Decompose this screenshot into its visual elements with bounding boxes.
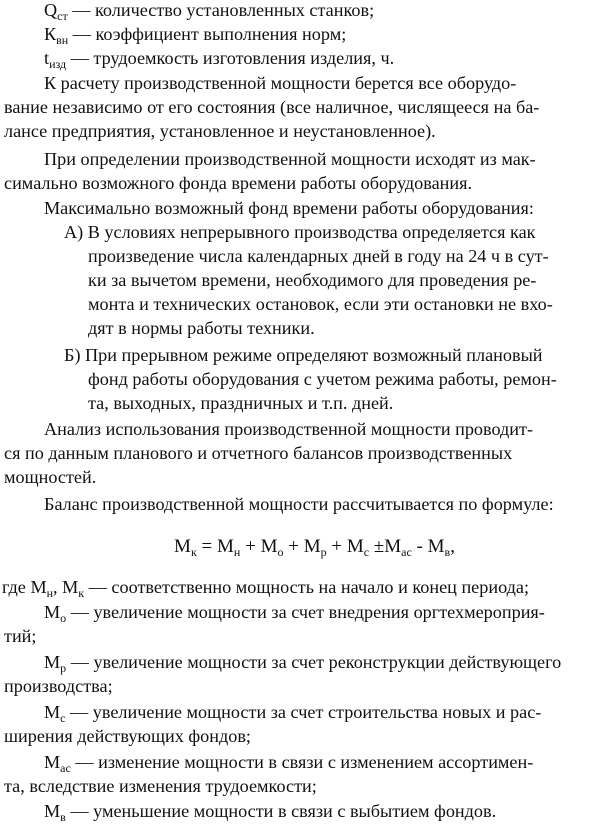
- item-b-line: та, выходных, праздничных и т.п. дней.: [88, 393, 394, 413]
- variable-mo-line: тий;: [4, 626, 37, 646]
- item-a-line: монта и технических остановок, если эти остановки не вхо-: [88, 294, 553, 314]
- para-balance: Баланс производственной мощности рассчитывается по формуле:: [44, 494, 554, 514]
- para-equipment-line: К расчету производственной мощности берется все оборудо-: [44, 73, 517, 93]
- variable-mo-line: $М_о$ — увеличение мощности за счет внедрения оргтехмероприя-: [44, 602, 545, 625]
- para-max-fund-line: При определении производственной мощности исходят из мак-: [44, 149, 536, 169]
- para-max-fund-definition: Максимально возможный фонд времени работы оборудования:: [44, 198, 534, 218]
- para-equipment-line: вание независимо от его состояния (все наличное, числящееся на ба-: [4, 97, 540, 117]
- variable-t-line: $t_{изд}$ — трудоемкость изготовления изделия, ч.: [44, 48, 395, 71]
- para-analysis-line: ся по данным планового и отчетного балансов производственных: [4, 443, 513, 463]
- variable-q-line: $Q_{ст}$ — количество установленных станков;: [44, 0, 375, 23]
- item-a-line: А) В условиях непрерывного производства определяется как: [64, 222, 536, 242]
- where-line: где $М_н$, $М_к$ — соответственно мощность на начало и конец периода;: [2, 577, 530, 600]
- variable-mr-line: $М_р$ — увеличение мощности за счет реконструкции действующего: [44, 652, 562, 675]
- variable-mv-line: $М_в$ — уменьшение мощности в связи с выбытием фондов.: [44, 801, 497, 824]
- variable-mr-line: производства;: [4, 676, 113, 696]
- variable-mc-line: $М_с$ — увеличение мощности за счет строительства новых и рас-: [44, 702, 542, 725]
- variable-mac-line: $М_{ас}$ — изменение мощности в связи с изменением ассортимен-: [44, 752, 534, 775]
- variable-mc-line: ширения действующих фондов;: [4, 726, 251, 746]
- para-analysis-line: мощностей.: [4, 467, 97, 487]
- item-b-line: Б) При прерывном режиме определяют возможный плановый: [64, 345, 543, 365]
- item-a-line: дят в нормы работы техники.: [88, 318, 315, 338]
- para-max-fund-line: симально возможного фонда времени работы оборудования.: [4, 173, 473, 193]
- item-a-line: ки за вычетом времени, необходимого для проведения ре-: [88, 270, 537, 290]
- item-b-line: фонд работы оборудования с учетом режима работы, ремон-: [88, 369, 557, 389]
- para-analysis-line: Анализ использования производственной мощности проводит-: [44, 419, 534, 439]
- balance-formula: $М_к = М_н + М_о + М_р + М_с \pm М_{ас} - М_в$,: [174, 536, 455, 559]
- item-a-line: произведение числа календарных дней в году на 24 ч в сут-: [88, 246, 549, 266]
- variable-k-line: $К_{вн}$ — коэффициент выполнения норм;: [44, 24, 347, 47]
- para-equipment-line: лансе предприятия, установленное и неустановленное).: [4, 121, 436, 141]
- variable-mac-line: та, вследствие изменения трудоемкости;: [4, 776, 317, 796]
